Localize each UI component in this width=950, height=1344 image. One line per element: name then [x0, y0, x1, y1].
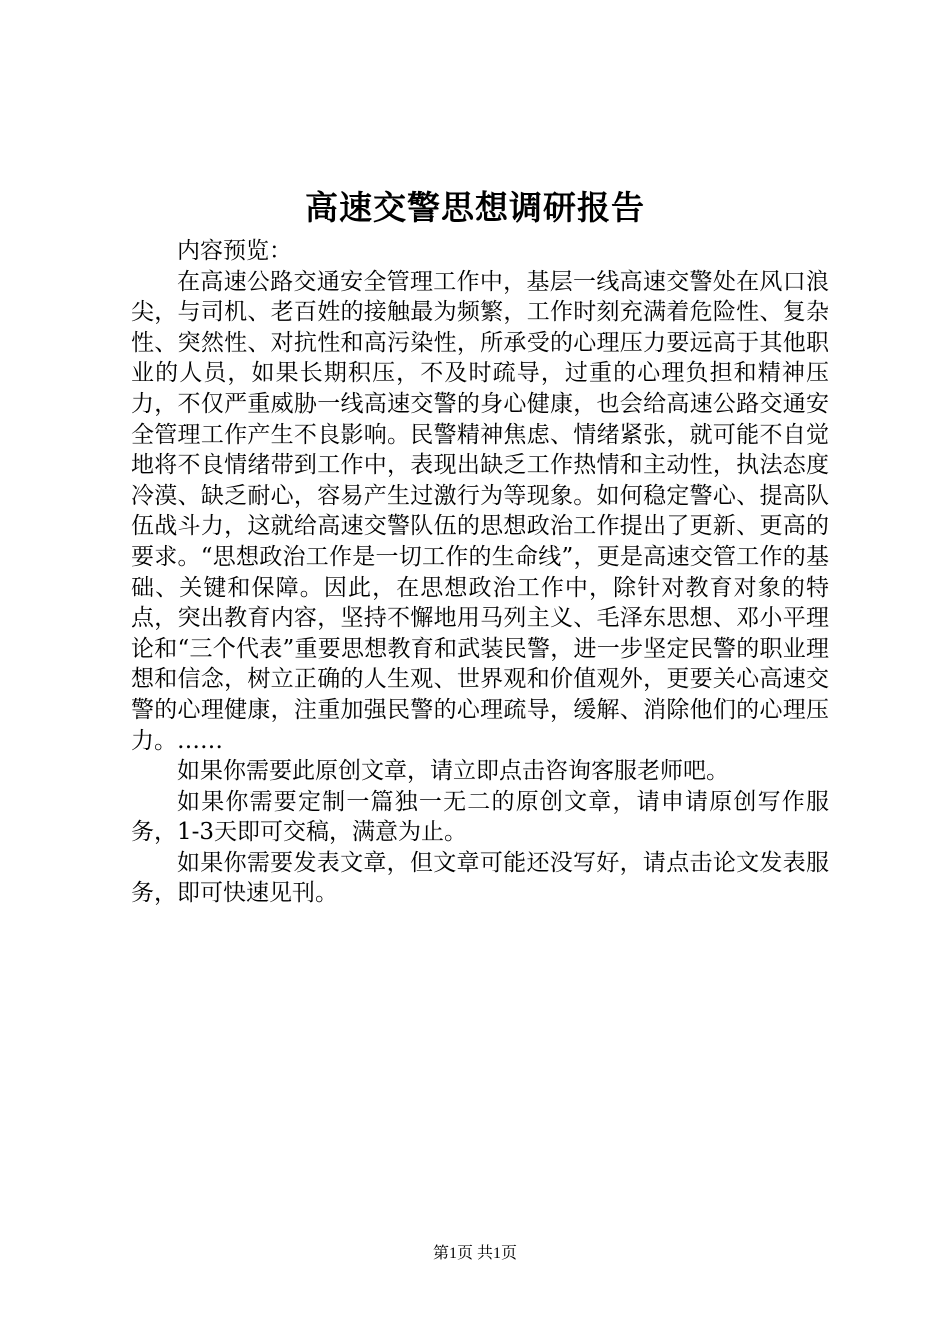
- cta-custom-paragraph: 如果你需要定制一篇独一无二的原创文章，请申请原创写作服务，1-3天即可交稿，满意为止。: [131, 788, 829, 846]
- document-body: [131, 236, 829, 909]
- page-footer: 第1页 共1页: [432, 1245, 517, 1262]
- cta-consult-paragraph: 如果你需要此原创文章，请立即点击咨询客服老师吧。: [177, 758, 729, 785]
- cta-publish-paragraph: 如果你需要发表文章，但文章可能还没写好，请点击论文发表服务，即可快速见刊。: [131, 849, 829, 907]
- document-title: 高速交警思想调研报告: [305, 188, 645, 227]
- main-paragraph: 在高速公路交通安全管理工作中，基层一线高速交警处在风口浪尖，与司机、老百姓的接触最为频繁，工作时刻充满着危险性、复杂性、突然性、对抗性和高污染性，所承受的心理压力要远高于其他职业的人员，如果长期积压，不及时疏导，过重的心理负担和精神压力，不仅严重威胁一线高速交警的身心健康，也会给高速公路交通安全管理工作产生不良影响。民警精神焦虑、情绪紧张，就可能不自觉地将不良情绪带到工作中，表现出缺乏工作热情和主动性，执法态度冷漠、缺乏耐心，容易产生过激行为等现象。如何稳定警心、提高队伍战斗力，这就给高速交警队伍的思想政治工作提出了更新、更高的要求。“思想政治工作是一切工作的生命线”，更是高速交管工作的基础、关键和保障。因此，在思想政治工作中，除针对教育对象的特点，突出教育内容，坚持不懈地用马列主义、毛泽东思想、邓小平理论和“三个代表”重要思想教育和武装民警，进一步坚定民警的职业理想和信念，树立正确的人生观、世界观和价值观外，更要关心高速交警的心理健康，注重加强民警的心理疏导，缓解、消除他们的心理压力。……: [131, 268, 829, 754]
- preview-label: 内容预览：: [177, 238, 292, 264]
